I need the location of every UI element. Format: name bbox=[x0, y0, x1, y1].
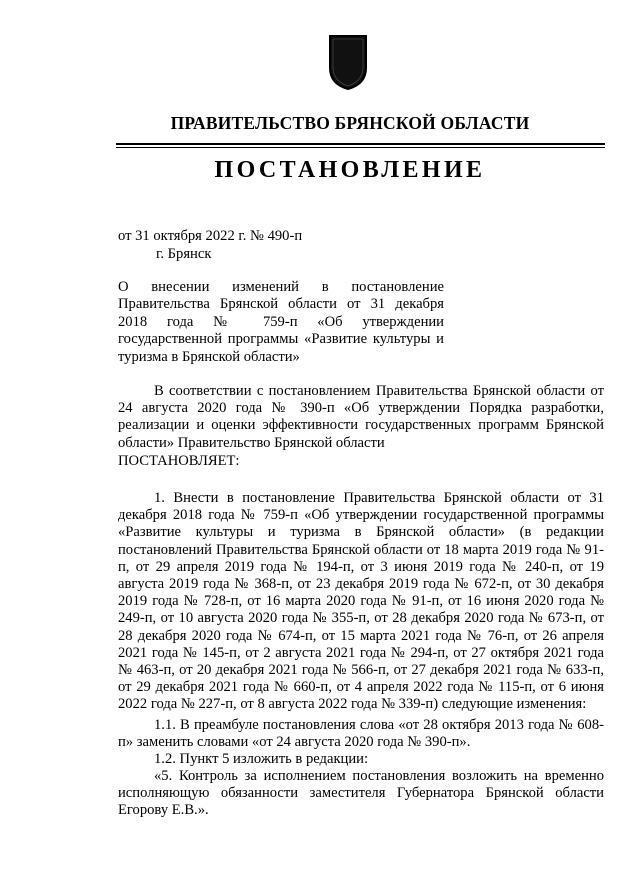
item-1-paragraph: 1. Внести в постановление Правительства Брянской области от 31 декабря 2018 года № 759-п «Об утверждении государственной программы «Развитие культуры и туризма в Брянской области» (в редакции постановлений Правительства Брянской области от 18 марта 2019 года № 91-п, от 29 апреля 2019 года № 194-п, от 3 июня 2019 года № 240-п, от 19 августа 2019 года № 368-п, от 23 декабря 2019 года № 672-п, от 30 декабря 2019 года № 728-п, от 16 марта 2020 года № 91-п, от 16 июня 2020 года № 249-п, от 10 августа 2020 года № 355-п, от 28 декабря 2020 года № 673-п, от 28 декабря 2020 года № 674-п, от 15 марта 2021 года № 76-п, от 26 апреля 2021 года № 145-п, от 2 августа 2021 года № 294-п, от 27 октября 2021 года № 463-п, от 20 декабря 2021 года № 566-п, от 27 декабря 2021 года № 633-п, от 29 декабря 2021 года № 660-п, от 4 апреля 2022 года № 115-п, от 6 июня 2022 года № 227-п, от 8 августа 2022 года № 339-п) следующие изменения: bbox=[118, 490, 604, 713]
document-subject: О внесении изменений в постановление Правительства Брянской области от 31 декабря 2018 года № 759-п «Об утверждении государственной программы «Развитие культуры и туризма в Брянской области» bbox=[118, 279, 444, 365]
coat-of-arms-emblem bbox=[328, 34, 368, 90]
date-number-line: от 31 октября 2022 г. № 490-п bbox=[118, 228, 303, 244]
header-rule-thick bbox=[116, 143, 605, 145]
resolves-heading: ПОСТАНОВЛЯЕТ: bbox=[118, 453, 240, 469]
item-5-text-paragraph: «5. Контроль за исполнением постановления возложить на временно исполняющую обязанности заместителя Губернатора Брянской области Егорову Е.В.». bbox=[118, 768, 604, 819]
item-1-2-paragraph: 1.2. Пункт 5 изложить в редакции: bbox=[154, 751, 369, 767]
city-line: г. Брянск bbox=[156, 246, 212, 262]
preamble-paragraph: В соответствии с постановлением Правительства Брянской области от 24 августа 2020 года № 390-п «Об утверждении Порядка разработки, реализации и оценки эффективности государственных программ Брянской области» Правительство Брянской области bbox=[118, 383, 604, 451]
organization-title: ПРАВИТЕЛЬСТВО БРЯНСКОЙ ОБЛАСТИ bbox=[170, 113, 530, 133]
header-rule-thin bbox=[116, 147, 605, 148]
document-type-title: ПОСТАНОВЛЕНИЕ bbox=[214, 157, 486, 183]
item-1-1-paragraph: 1.1. В преамбуле постановления слова «от 28 октября 2013 года № 608-п» заменить словами «от 24 августа 2020 года № 390-п». bbox=[118, 717, 604, 751]
